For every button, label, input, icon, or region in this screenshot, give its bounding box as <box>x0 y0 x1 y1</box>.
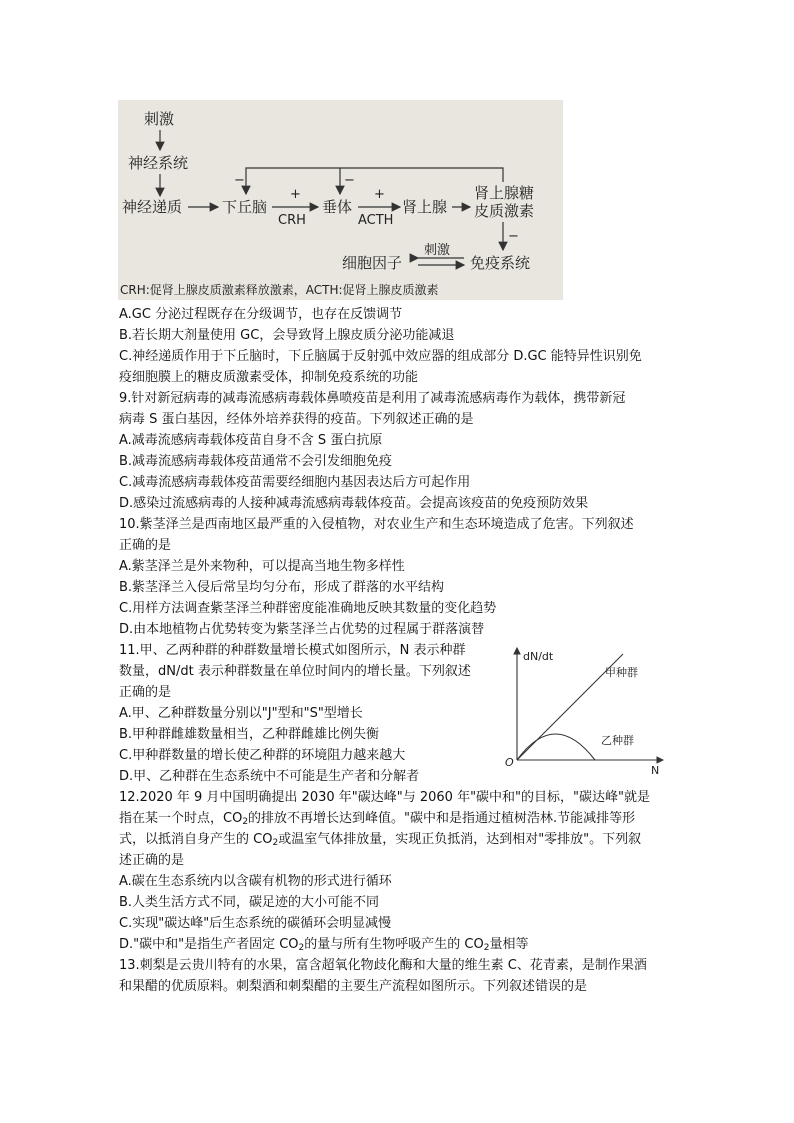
series-b-label: 乙种群 <box>601 734 634 747</box>
q11-option-c: C.甲种群数量的增长使乙种群的环境阻力越来越大 <box>119 748 406 763</box>
node-gc-line1: 肾上腺糖 <box>474 184 535 202</box>
co2-subscript: 2 <box>272 838 279 848</box>
series-b-curve <box>517 734 595 760</box>
q9-option-c: C.减毒流感病毒载体疫苗需要经细胞内基因表达后方可起作用 <box>119 475 471 490</box>
q10-option-c: C.用样方法调查紫茎泽兰种群密度能准确地反映其数量的变化趋势 <box>119 601 497 616</box>
y-axis-label: dN/dt <box>523 650 554 663</box>
hormone-regulation-diagram <box>118 100 563 300</box>
node-gc-line2: 皮质激素 <box>474 202 535 220</box>
q11-option-a: A.甲、乙种群数量分别以"J"型和"S"型增长 <box>119 706 363 721</box>
node-stimulus: 刺激 <box>144 110 175 128</box>
minus-pituitary: − <box>344 173 355 188</box>
q12-stem-line3-a: 式，以抵消自身产生的 CO <box>119 832 273 847</box>
node-hypothalamus: 下丘脑 <box>222 198 268 216</box>
diagram-caption: CRH:促肾上腺皮质激素释放激素，ACTH:促肾上腺皮质激素 <box>120 283 439 297</box>
q11-graph-svg <box>503 640 673 780</box>
q11-option-d: D.甲、乙种群在生态系统中不可能是生产者和分解者 <box>119 769 420 784</box>
plus-crh: + <box>290 187 301 202</box>
q12-stem-line2 <box>119 809 635 829</box>
label-stimulus2: 刺激 <box>424 243 451 258</box>
node-immune: 免疫系统 <box>470 254 531 272</box>
label-crh: CRH <box>278 213 306 228</box>
q11-stem-line2: 数量，dN/dt 表示种群数量在单位时间内的增长量。下列叙述 <box>119 664 471 679</box>
q11-option-b: B.甲种群雌雄数量相当，乙种群雌雄比例失衡 <box>119 727 380 742</box>
q11-stem-line3: 正确的是 <box>119 685 172 700</box>
q12-option-a: A.碳在生态系统内以含碳有机物的形式进行循环 <box>119 874 392 889</box>
q12-stem-line3-b: 或温室气体排放量，实现正负抵消，达到相对"零排放"。下列叙 <box>278 832 642 847</box>
q12-option-b: B.人类生活方式不同，碳足迹的大小可能不同 <box>119 895 380 910</box>
node-adrenal: 肾上腺 <box>402 198 448 216</box>
q12-option-d <box>119 935 528 955</box>
q12-stem-line3 <box>119 830 641 850</box>
q12-stem-line2-a: 指在某一个时点，CO <box>119 811 243 826</box>
co2-subscript: 2 <box>242 817 249 827</box>
q12-option-d-b: 的量与所有生物呼吸产生的 CO <box>304 937 484 952</box>
x-axis-label: N <box>651 764 660 777</box>
q9-option-b: B.减毒流感病毒载体疫苗通常不会引发细胞免疫 <box>119 454 393 469</box>
q10-option-d: D.由本地植物占优势转变为紫茎泽兰占优势的过程属于群落演替 <box>119 622 485 637</box>
plus-acth: + <box>374 187 385 202</box>
series-a-label: 甲种群 <box>605 666 638 679</box>
q12-stem-line2-b: 的排放不再增长达到峰值。"碳中和是指通过植树浩林.节能减排等形 <box>248 811 636 826</box>
diagram-svg <box>118 100 563 300</box>
node-nervous-system: 神经系统 <box>128 154 189 172</box>
q12-option-d-c: 量相等 <box>489 937 529 952</box>
q10-option-a: A.紫茎泽兰是外来物种，可以提高当地生物多样性 <box>119 559 405 574</box>
label-acth: ACTH <box>358 213 394 228</box>
q13-stem-line2: 和果醋的优质原料。刺梨酒和刺梨醋的主要生产流程如图所示。下列叙述错误的是 <box>119 979 588 994</box>
q8-option-c: C.神经递质作用于下丘脑时，下丘脑属于反射弧中效应器的组成部分 D.GC 能特异性识别免 <box>119 349 642 364</box>
origin-label: O <box>505 756 514 769</box>
q8-option-a: A.GC 分泌过程既存在分级调节，也存在反馈调节 <box>119 307 403 322</box>
q9-option-d: D.感染过流感病毒的人接种减毒流感病毒载体疫苗。会提高该疫苗的免疫预防效果 <box>119 496 589 511</box>
co2-subscript: 2 <box>483 943 490 953</box>
q10-stem-line2: 正确的是 <box>119 538 172 553</box>
minus-hypothalamus: − <box>234 173 245 188</box>
q8-option-b: B.若长期大剂量使用 GC，会导致肾上腺皮质分泌功能减退 <box>119 328 455 343</box>
node-neurotransmitter: 神经递质 <box>122 198 183 216</box>
q9-option-a: A.减毒流感病毒载体疫苗自身不含 S 蛋白抗原 <box>119 433 383 448</box>
q12-stem-line1: 12.2020 年 9 月中国明确提出 2030 年"碳达峰"与 2060 年"碳中和"的目标，"碳达峰"就是 <box>119 790 651 805</box>
q10-option-b: B.紫茎泽兰入侵后常呈均匀分布，形成了群落的水平结构 <box>119 580 445 595</box>
q11-stem-line1: 11.甲、乙两种群的种群数量增长模式如图所示，N 表示种群 <box>119 643 466 658</box>
q13-stem-line1: 13.刺梨是云贵川特有的水果，富含超氧化物歧化酶和大量的维生素 C、花青素，是制作果酒 <box>119 958 647 973</box>
q9-stem-line2: 病毒 S 蛋白基因，经体外培养获得的疫苗。下列叙述正确的是 <box>119 412 474 427</box>
q12-option-d-a: D."碳中和"是指生产者固定 CO <box>119 937 299 952</box>
q12-stem-line4: 述正确的是 <box>119 853 185 868</box>
q11-growth-graph <box>503 640 673 780</box>
q8-option-d-cont: 疫细胞膜上的糖皮质激素受体，抑制免疫系统的功能 <box>119 370 419 385</box>
q10-stem-line1: 10.紫茎泽兰是西南地区最严重的入侵植物，对农业生产和生态环境造成了危害。下列叙述 <box>119 517 634 532</box>
node-cytokine: 细胞因子 <box>342 254 403 272</box>
minus-immune: − <box>508 229 519 244</box>
q9-stem-line1: 9.针对新冠病毒的减毒流感病毒载体鼻喷疫苗是利用了减毒流感病毒作为载体，携带新冠 <box>119 391 626 406</box>
node-pituitary: 垂体 <box>322 198 353 216</box>
q12-option-c: C.实现"碳达峰"后生态系统的碳循环会明显减慢 <box>119 916 392 931</box>
co2-subscript: 2 <box>298 943 305 953</box>
